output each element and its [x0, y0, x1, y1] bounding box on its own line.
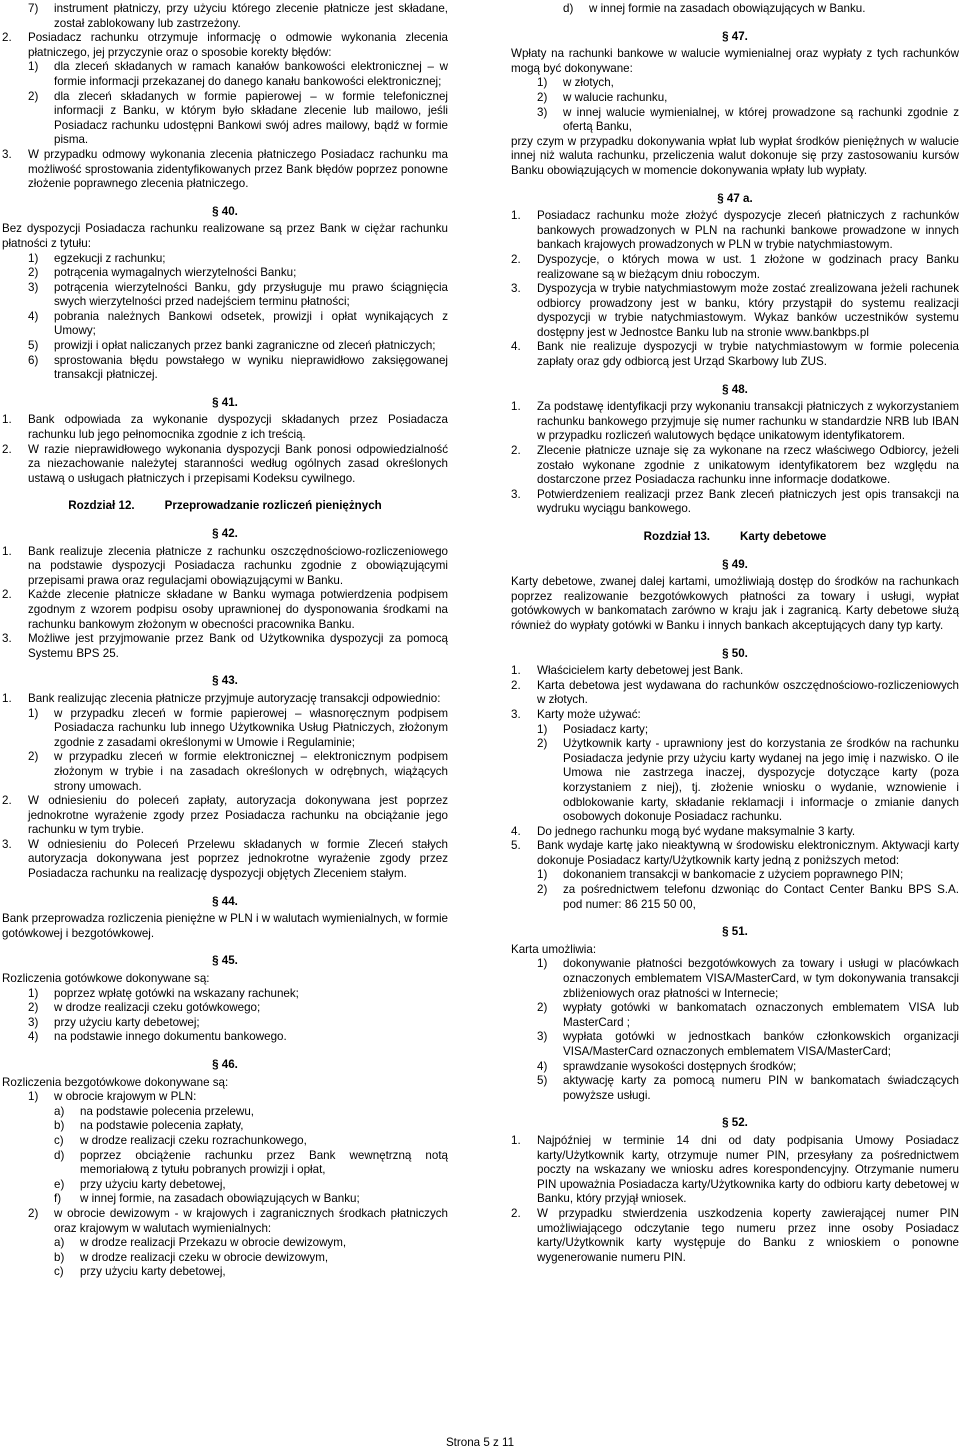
list-marker: 3.: [511, 487, 521, 501]
list-marker: 3): [537, 105, 548, 119]
list-text: Możliwe jest przyjmowanie przez Bank od Użytkownika dyspozycji za pomocą Systemu BPS 25.: [28, 632, 448, 660]
list-marker: 2.: [2, 442, 12, 456]
list-text: Bank wydaje kartę jako nieaktywną w środowisku elektronicznym. Aktywacji karty dokonuje Posiadacz karty/Użytkownik karty jedną z poniższych metod:: [537, 839, 959, 867]
paragraph-heading: § 44.: [212, 894, 238, 908]
list-text: w przypadku zleceń w formie elektronicznej – elektronicznym podpisem złożonym w trybie i na zasadach określonych w odrębnych, wiążących strony umowach.: [54, 750, 448, 793]
list-marker: 2): [28, 750, 39, 764]
list-text: Bank odpowiada za wykonanie dyspozycji składanych przez Posiadacza rachunku lub jego pełnomocnika zgodnie z ich treścią.: [28, 413, 448, 442]
list-text: w obrocie krajowym w PLN:: [54, 1090, 197, 1104]
list-item: [28, 2, 448, 31]
list-item: [2, 838, 448, 882]
list-marker: 2): [28, 1001, 39, 1015]
list-marker: 2.: [511, 678, 521, 692]
list-marker: 3): [28, 1015, 39, 1029]
list-item: [537, 1060, 959, 1075]
list-item: [28, 1090, 448, 1105]
list-item: [54, 1134, 448, 1149]
list-text: egzekucji z rachunku;: [54, 251, 166, 265]
list-marker: 2): [537, 90, 548, 104]
body-paragraph: przy czym w przypadku dokonywania wpłat lub wypłat środków pieniężnych w walucie innej niż waluta rachunku, przeliczenia walut dokonuje się przy zastosowaniu kursów Banku obowiązujących w momencie dokonywania wpłaty lub wypłaty.: [511, 134, 959, 177]
list-marker: 5.: [511, 839, 521, 853]
list-marker: 2.: [2, 794, 12, 808]
list-marker: 1.: [2, 544, 12, 558]
list-item: [2, 794, 448, 838]
list-text: wypłaty gotówki w bankomatach oznaczonych emblematem VISA lub MasterCard ;: [563, 1001, 959, 1029]
body-paragraph: Rozliczenia gotówkowe dokonywane są:: [2, 972, 210, 986]
list-text: w drodze realizacji czeku rozrachunkowego,: [80, 1133, 307, 1147]
list-text: W przypadku odmowy wykonania zlecenia płatniczego Posiadacz rachunku ma możliwość sprostowania zidentyfikowanych przez Bank błędów poprzez ponowne złożenie poprawnego zlecenia płatniczego.: [28, 147, 448, 191]
list-text: aktywację karty za pomocą numeru PIN w bankomatach świadczących powyższe usługi.: [563, 1074, 959, 1102]
list-marker: 6): [28, 353, 39, 367]
paragraph-heading: § 49.: [722, 557, 748, 571]
list-item: [537, 1074, 959, 1103]
list-marker: c): [54, 1265, 64, 1279]
list-text: Potwierdzeniem realizacji przez Bank zleceń płatniczych jest opis transakcji na wydruku wyciągu bankowego.: [537, 487, 959, 516]
list-text: Bank nie realizuje dyspozycji w trybie natychmiastowym w formie polecenia zapłaty oraz gdy odbiorcą jest Urząd Skarbowy lub ZUS.: [537, 340, 959, 369]
list-marker: 4.: [511, 340, 521, 354]
page-footer: Strona 5 z 11: [445, 1436, 515, 1449]
list-item: [28, 1030, 448, 1045]
list-marker: 1.: [2, 691, 12, 705]
list-text: Bank realizując zlecenia płatnicze przyjmuje autoryzację transakcji odpowiednio:: [28, 691, 441, 705]
list-marker: 2.: [511, 444, 521, 458]
chapter-title: Przeprowadzanie rozliczeń pieniężnych: [164, 499, 382, 513]
list-marker: 2): [28, 89, 39, 103]
list-marker: 1.: [511, 664, 521, 678]
list-text: na podstawie polecenia przelewu,: [80, 1104, 255, 1118]
list-item: [537, 883, 959, 912]
list-item: [511, 444, 959, 488]
list-text: poprzez obciążenie rachunku przez Bank wewnętrzną notą memoriałową z tytułu pobranych prowizji i opłat,: [80, 1148, 448, 1177]
list-text: sprawdzanie wysokości dostępnych środków;: [563, 1059, 797, 1073]
list-marker: 1.: [511, 1133, 521, 1147]
list-text: prowizji i opłat naliczanych przez banki zagraniczne od zleceń płatniczych;: [54, 339, 436, 353]
list-item: [511, 488, 959, 517]
list-text: Dyspozycja w trybie natychmiastowym może zostać zrealizowana jeżeli rachunek odbiorcy prowadzony jest w banku, który przystąpił do systemu realizacji dyspozycji w trybie natychmiastowym. Wykaz banków uczestników systemu dostępny jest w Jednostce Banku lub na stronie www.bankbps.pl: [537, 282, 959, 339]
list-text: Najpóźniej w terminie 14 dni od daty podpisania Umowy Posiadacz karty/Użytkownik karty, otrzymuje numer PIN, przesyłany za pośrednictwem poczty na wskazany we wniosku adres korespondencyjny. Otrzymanie numeru PIN upoważnia Posiadacza karty/Użytkownika karty do odbioru karty debetowej w Banku, który przyjął wniosek.: [537, 1133, 959, 1206]
list-item: [511, 708, 959, 723]
list-marker: 3.: [511, 282, 521, 296]
list-marker: 1.: [511, 400, 521, 414]
list-marker: 1): [28, 706, 39, 720]
list-item: [28, 339, 448, 354]
paragraph-heading: § 40.: [212, 204, 238, 218]
list-marker: 2.: [511, 1206, 521, 1220]
list-marker: 2): [537, 883, 548, 897]
list-item: [28, 281, 448, 310]
body-paragraph: Wpłaty na rachunki bankowe w walucie wymienialnej oraz wypłaty z tych rachunków mogą być dokonywane:: [511, 47, 959, 75]
list-text: Posiadacz rachunku otrzymuje informację o odmowie wykonania zlecenia płatniczego, jej przyczynie oraz o sposobie korekty błędów:: [28, 31, 448, 59]
paragraph-heading: § 41.: [212, 395, 238, 409]
list-text: przy użyciu karty debetowej,: [80, 1177, 226, 1191]
list-text: w innej walucie wymienialnej, w której prowadzone są rachunki zgodnie z ofertą Banku,: [563, 105, 959, 134]
list-item: [537, 106, 959, 135]
list-item: [511, 340, 959, 369]
list-marker: c): [54, 1133, 64, 1147]
list-marker: 2): [28, 1206, 39, 1220]
list-item: [54, 1105, 448, 1120]
list-marker: 2.: [2, 31, 12, 45]
list-marker: 4): [28, 1030, 39, 1044]
body-paragraph: Bank przeprowadza rozliczenia pieniężne w PLN i w walutach wymienialnych, w formie gotówkowej i bezgotówkowej.: [2, 912, 448, 940]
list-marker: 3.: [2, 147, 12, 161]
list-item: [28, 707, 448, 751]
paragraph-heading: § 46.: [212, 1058, 238, 1071]
list-item: [537, 76, 959, 91]
list-item: [537, 1001, 959, 1030]
list-text: sprostowania błędu powstałego w wyniku nieprawidłowo zaksięgowanej transakcji płatniczej.: [54, 353, 448, 382]
list-text: W razie nieprawidłowego wykonania dyspozycji Bank ponosi odpowiedzialność za niezachowanie należytej staranności według ogólnych zasad określonych ustawą o usługach płatniczych i przepisami Kodeksu cywilnego.: [28, 442, 448, 485]
list-item: [511, 839, 959, 868]
list-marker: d): [563, 2, 574, 15]
list-item: [28, 354, 448, 383]
list-item: [54, 1265, 448, 1280]
list-text: w innej formie na zasadach obowiązujących w Banku.: [589, 2, 866, 15]
list-item: [54, 1251, 448, 1266]
left-column: [2, 2, 448, 1280]
list-marker: 3): [537, 1030, 548, 1044]
list-marker: 7): [28, 2, 39, 15]
list-marker: b): [54, 1119, 65, 1133]
list-text: W przypadku stwierdzenia uszkodzenia koperty zawierającej numer PIN umożliwiającego odczytanie tego numeru przez inne osoby Posiadacz karty/Użytkownik karty występuje do Banku z wnioskiem o ponowne wygenerowanie numeru PIN.: [537, 1206, 959, 1264]
list-text: potrącenia wymagalnych wierzytelności Banku;: [54, 266, 297, 280]
list-marker: 1): [28, 1090, 39, 1104]
list-item: [2, 632, 448, 661]
list-marker: 5): [28, 339, 39, 353]
list-marker: d): [54, 1148, 65, 1162]
body-paragraph: Bez dyspozycji Posiadacza rachunku realizowane są przez Bank w ciężar rachunku płatności z tytułu:: [2, 222, 448, 250]
list-marker: 1): [28, 251, 39, 265]
list-text: dla zleceń składanych w ramach kanałów bankowości elektronicznej – w formie informacji przekazanej do danego kanału bankowości elektronicznej;: [54, 60, 448, 88]
body-paragraph: Karta umożliwia:: [511, 942, 597, 956]
list-item: [537, 91, 959, 106]
paragraph-heading: § 42.: [212, 527, 238, 540]
paragraph-heading: § 48.: [722, 382, 748, 396]
list-marker: 3.: [511, 707, 521, 721]
list-text: wypłata gotówki w jednostkach banków członkowskich organizacji VISA/MasterCard oznaczonych emblematem VISA/MasterCard;: [563, 1030, 959, 1058]
list-text: Właścicielem karty debetowej jest Bank.: [537, 664, 744, 678]
list-item: [511, 1134, 959, 1207]
list-text: Karty może używać:: [537, 707, 641, 721]
paragraph-heading: § 47.: [722, 29, 748, 43]
list-item: [537, 1030, 959, 1059]
body-paragraph: Karty debetowe, zwanej dalej kartami, umożliwiają dostęp do środków na rachunkach poprzez realizowanie bezgotówkowych płatności za towary i usługi, wypłat gotówkowych w bankomatach zarówno w kraju jak i zagranicą. Karty debetowe służą również do wypłaty gotówki w Banku i innych bankach akceptujących dany typ karty.: [511, 575, 959, 632]
list-marker: e): [54, 1177, 65, 1191]
list-text: Do jednego rachunku mogą być wydane maksymalnie 3 karty.: [537, 824, 856, 838]
chapter-number: Rozdział 13.: [643, 530, 710, 543]
list-marker: 1): [537, 957, 548, 971]
chapter-heading: [511, 530, 959, 545]
list-marker: 2): [537, 737, 548, 751]
list-text: Każde zlecenie płatnicze składane w Banku wymaga potwierdzenia podpisem zgodnym z wzorem podpisu osoby uprawnionej do dysponowania środkami na rachunku bankowym złożonym w obecności pracownika Banku.: [28, 588, 448, 631]
list-item: [537, 737, 959, 825]
list-text: W odniesieniu do Poleceń Przelewu składanych w formie Zleceń stałych autoryzacja dokonywana jest poprzez jednokrotne wyrażenie zgody przez Posiadacza rachunku na realizację dyspozycji objętych Zleceniem stałym.: [28, 837, 448, 881]
list-item: [511, 1207, 959, 1265]
list-text: Karta debetowa jest wydawana do rachunków oszczędnościowo-rozliczeniowych w złotych.: [537, 678, 959, 707]
list-item: [537, 868, 959, 883]
paragraph-heading: § 43.: [212, 674, 238, 688]
list-marker: 1.: [511, 209, 521, 223]
list-marker: 4.: [511, 824, 521, 838]
chapter-title: Karty debetowe: [740, 530, 827, 543]
chapter-heading: [2, 499, 448, 514]
list-item: [2, 443, 448, 487]
list-item: [537, 957, 959, 1001]
list-item: [511, 253, 959, 282]
list-text: poprzez wpłatę gotówki na wskazany rachunek;: [54, 986, 299, 1000]
list-item: [563, 2, 959, 17]
list-text: Bank realizuje zlecenia płatnicze z rachunku oszczędnościowo-rozliczeniowego na podstawie dyspozycji Posiadacza rachunku zgodnie z obowiązującymi przepisami prawa oraz regulacjami obowiązującymi w Banku.: [28, 544, 448, 587]
list-marker: 2.: [2, 588, 12, 602]
list-item: [511, 400, 959, 444]
list-text: w złotych,: [563, 76, 614, 90]
list-text: instrument płatniczy, przy użyciu którego zlecenie płatnicze jest składane, został zablokowany lub zastrzeżony.: [54, 2, 448, 30]
list-marker: 1): [28, 986, 39, 1000]
list-text: Posiadacz rachunku może złożyć dyspozycje zleceń płatniczych z rachunków bankowych prowadzonych w PLN na rachunki bankowe prowadzone w innych bankach krajowych prowadzonych w PLN w trybie natychmiastowym.: [537, 209, 959, 252]
list-marker: f): [54, 1192, 62, 1206]
list-text: przy użyciu karty debetowej;: [54, 1015, 200, 1029]
list-text: w obrocie dewizowym - w krajowych i zagranicznych środkach płatniczych oraz krajowym w walutach wymienialnych:: [54, 1206, 448, 1235]
paragraph-heading: § 52.: [722, 1116, 748, 1130]
list-marker: 3.: [2, 837, 12, 851]
list-item: [2, 31, 448, 60]
list-text: Za podstawę identyfikacji przy wykonaniu transakcji płatniczych z wykorzystaniem rachunku bankowego przyjmuje się numer rachunku w standardzie NRB lub IBAN w przypadku rozliczeń walutowych będące unikatowym identyfikatorem.: [537, 400, 959, 443]
list-text: dokonywanie płatności bezgotówkowych za towary i usługi w placówkach oznaczonych emblematem VISA/MasterCard, w tym dokonywania transakcji zbliżeniowych oraz płatności w Internecie;: [563, 957, 959, 1000]
list-marker: 1): [28, 60, 39, 74]
list-item: [28, 1207, 448, 1236]
list-item: [54, 1192, 448, 1207]
list-item: [28, 1016, 448, 1031]
list-marker: 4): [28, 309, 39, 323]
list-item: [2, 588, 448, 632]
list-item: [28, 266, 448, 281]
list-text: na podstawie innego dokumentu bankowego.: [54, 1030, 287, 1044]
list-text: na podstawie polecenia zapłaty,: [80, 1119, 244, 1133]
right-column: [511, 2, 959, 1265]
paragraph-heading: § 51.: [722, 925, 748, 939]
list-text: Zlecenie płatnicze uznaje się za wykonane na rzecz właściwego Odbiorcy, jeżeli zostało wykonane zgodnie z unikatowym identyfikatorem bez względu na dostarczone przez Posiadacza rachunku inne informacje dodatkowe.: [537, 444, 959, 487]
list-text: W odniesieniu do poleceń zapłaty, autoryzacja dokonywana jest poprzez jednokrotne wyrażenie zgody przez Posiadacza rachunku na obciążanie jego rachunku w tym trybie.: [28, 794, 448, 837]
list-item: [28, 987, 448, 1002]
list-item: [28, 750, 448, 794]
list-item: [54, 1119, 448, 1134]
list-text: w drodze realizacji Przekazu w obrocie dewizowym,: [80, 1236, 347, 1250]
list-text: dokonaniem transakcji w bankomacie z użyciem poprawnego PIN;: [563, 868, 904, 882]
list-text: Posiadacz karty;: [563, 722, 649, 736]
list-text: potrącenia wierzytelności Banku, gdy przysługuje mu prawo ściągnięcia swych wierzytelności przed nadejściem terminu płatności;: [54, 280, 448, 309]
list-item: [2, 545, 448, 589]
list-marker: b): [54, 1250, 65, 1264]
list-text: w przypadku zleceń w formie papierowej – własnoręcznym podpisem Posiadacza rachunku lub innego Użytkownika Usług Płatniczych, złożonym zgodnie z zasadami określonymi w Umowie i Regulaminie;: [54, 706, 448, 749]
list-item: [511, 825, 959, 840]
list-item: [28, 1001, 448, 1016]
list-item: [28, 90, 448, 148]
list-marker: 3): [28, 280, 39, 294]
list-text: w drodze realizacji czeku w obrocie dewizowym,: [80, 1250, 329, 1264]
list-text: za pośrednictwem telefonu dzwoniąc do Contact Center Banku BPS S.A. pod numer: 86 215 50 00,: [563, 883, 959, 911]
list-item: [511, 679, 959, 708]
list-item: [511, 664, 959, 679]
list-marker: a): [54, 1104, 65, 1118]
list-item: [2, 692, 448, 707]
list-text: w innej formie, na zasadach obowiązujących w Banku;: [80, 1192, 360, 1206]
paragraph-heading: § 47 a.: [717, 191, 753, 205]
list-marker: 2): [537, 1001, 548, 1015]
list-marker: 1): [537, 722, 548, 736]
list-text: pobrania należnych Bankowi odsetek, prowizji i opłat wynikających z Umowy;: [54, 309, 448, 338]
list-text: przy użyciu karty debetowej,: [80, 1265, 226, 1279]
list-marker: a): [54, 1236, 65, 1250]
list-marker: 2.: [511, 252, 521, 266]
list-marker: 1.: [2, 413, 12, 427]
paragraph-heading: § 45.: [212, 954, 238, 968]
list-marker: 1): [537, 76, 548, 90]
list-item: [2, 413, 448, 442]
list-item: [28, 252, 448, 267]
body-paragraph: Rozliczenia bezgotówkowe dokonywane są:: [2, 1075, 229, 1089]
list-marker: 3.: [2, 632, 12, 646]
list-marker: 4): [537, 1059, 548, 1073]
list-item: [511, 282, 959, 340]
list-marker: 1): [537, 868, 548, 882]
list-item: [2, 148, 448, 192]
list-text: w drodze realizacji czeku gotówkowego;: [54, 1001, 261, 1015]
list-text: Dyspozycje, o których mowa w ust. 1 złożone w godzinach pracy Banku realizowane są w bieżącym dniu roboczym.: [537, 252, 959, 281]
list-text: w walucie rachunku,: [563, 90, 668, 104]
list-item: [54, 1178, 448, 1193]
list-item: [511, 209, 959, 253]
list-item: [28, 310, 448, 339]
list-marker: 5): [537, 1074, 548, 1088]
list-item: [54, 1149, 448, 1178]
list-item: [28, 60, 448, 89]
list-marker: 2): [28, 266, 39, 280]
list-text: dla zleceń składanych w formie papierowej – w formie telefonicznej informacji z Banku, w którym było składane zlecenie lub mailowo, jeśli Posiadacz rachunku udostępni Bankowi swój adres mailowy, bądź w formie pisma.: [54, 89, 448, 147]
list-item: [537, 723, 959, 738]
chapter-number: Rozdział 12.: [68, 499, 135, 513]
list-item: [54, 1236, 448, 1251]
list-text: Użytkownik karty - uprawniony jest do korzystania ze środków na rachunku Posiadacza jedynie przy użyciu karty wydanej na jego imię i nazwisko. O ile Umowa nie zastrzega inaczej, dyspozycje dotyczące karty (poza korzystaniem z niej), tj. złożenie wniosku o wydanie, wznowienie i odblokowanie karty, składanie reklamacji i informacje o zmianie danych osobowych dokonuje Posiadacz rachunku.: [563, 737, 959, 824]
paragraph-heading: § 50.: [722, 646, 748, 660]
